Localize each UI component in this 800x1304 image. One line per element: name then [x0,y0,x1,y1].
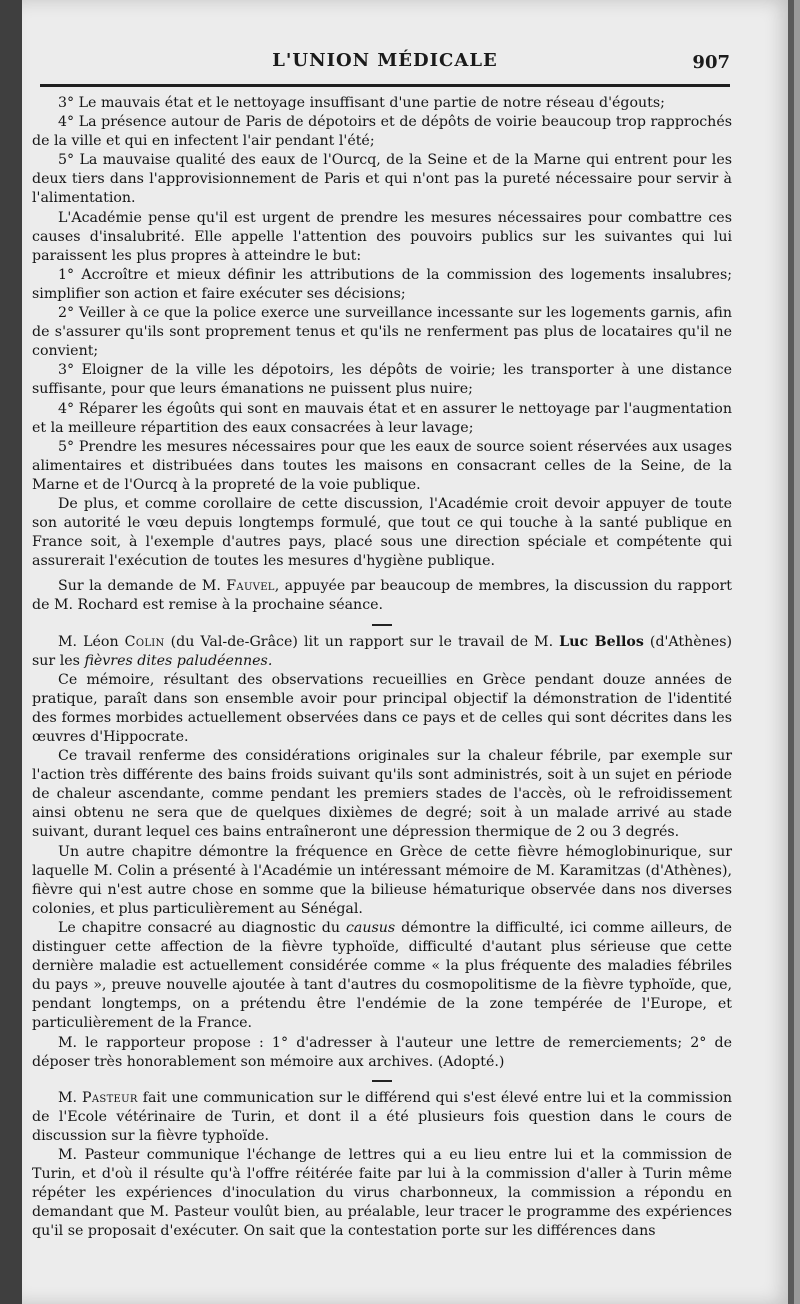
paragraph: Ce travail renferme des considérations originales sur la chaleur fébrile, par exemple sur l'action très différente des bains froids suivant qu'ils sont administrés, soit à un sujet en période de chaleur ascendante, comme pendant les premiers stades de l'accès, où le refroidissement ainsi obtenu ne sera que de quelques dixièmes de degré; soit à un malade arrivé au stade suivant, durant lequel ces bains entraîneront une dépression thermique de 2 ou 3 degrés. [32,748,732,841]
fauvel-paragraph [32,577,732,615]
text-run: Sur la demande de M. [58,578,227,595]
journal-title: L'UNION MÉDICALE [272,50,498,71]
paragraph: 2° Veiller à ce que la police exerce une surveillance incessante sur les logements garnis, afin de s'assurer qu'ils sont proprement tenus et qu'ils ne renferment pas plus de locataires qu'il ne convient; [32,305,732,360]
book-binding-edge [0,0,22,1304]
author-name: Colin [124,633,165,650]
text-run: fait une communication sur le différend qui s'est élevé entre lui et la commission de l'Ecole vétérinaire de Turin, et dont il a été plusieurs fois question dans le cours de discussion sur la fièvre typhoïde. [32,1089,732,1144]
running-header [40,46,730,86]
text-run: démontre la difficulté, ici comme ailleurs, de distinguer cette affection de la fièvre typhoïde, difficulté d'autant plus sérieuse que cette dernière maladie est actuellement considérée comme « la plus fréquente des maladies fébriles du pays », preuve nouvelle ajoutée à tant d'autres du cosmopolitisme de la fièvre typhoïde, que, pendant longtemps, on a prétendu être l'endémie de la zone tempérée de l'Europe, et particulièrement de la France. [32,919,732,1032]
paragraph: L'Académie pense qu'il est urgent de prendre les mesures nécessaires pour combattre ces causes d'insalubrité. Elle appelle l'attention des pouvoirs publics sur les suivantes qui lui paraissent les plus propres à atteindre le but: [32,209,732,264]
paragraph: 4° La présence autour de Paris de dépotoirs et de dépôts de voirie beaucoup trop rapprochés de la ville et qui en infectent l'air pendant l'été; [32,114,732,150]
paragraph: De plus, et comme corollaire de cette discussion, l'Académie croit devoir appuyer de toute son autorité le vœu depuis longtemps formulé, que tout ce qui touche à la santé publique en France soit, à l'exemple d'autres pays, placé sous une direction spéciale et compétente qui assurerait l'exécution de toutes les mesures d'hygiène publique. [32,495,732,570]
paragraph: 5° La mauvaise qualité des eaux de l'Ourcq, de la Seine et de la Marne qui entrent pour les deux tiers dans l'approvisionnement de Paris et qui n'ont pas la pureté nécessaire pour servir à l'alimentation. [32,152,732,207]
page-right-edge [788,0,794,1304]
paragraph: Ce mémoire, résultant des observations recueillies en Grèce pendant douze années de pratique, paraît dans son ensemble avoir pour principal objectif la démonstration de l'identité des formes morbides actuellement observées dans ce pays et de celles qui sont décrites dans les œuvres d'Hippocrate. [32,671,732,745]
author-name: Fauvel [226,578,275,595]
text-run: (du Val-de-Grâce) lit un rapport sur le travail de M. [164,633,560,650]
page-number: 907 [692,52,730,73]
author-name: Pasteur [82,1089,138,1106]
header-rule [40,84,730,87]
text-run: (d'Athènes) sur les [32,633,733,669]
author-name: Luc Bellos [559,633,644,650]
paragraph: 5° Prendre les mesures nécessaires pour que les eaux de source soient réservées aux usages alimentaires et distribuées dans toutes les maisons en consacrant celles de la Seine, de la Marne et de l'Ourcq à la propreté de la voie publique. [32,438,732,493]
paragraph: M. le rapporteur propose : 1° d'adresser à l'auteur une lettre de remerciements; 2° de déposer très honorablement son mémoire aux archives. (Adopté.) [32,1034,732,1070]
text-run: Le chapitre consacré au diagnostic du [58,919,346,936]
paragraph: 1° Accroître et mieux définir les attributions de la commission des logements insalubres; simplifier son action et faire exécuter ses décisions; [32,266,732,302]
text-run: M. [58,1089,83,1106]
paragraph: Un autre chapitre démontre la fréquence en Grèce de cette fièvre hémoglobinurique, sur laquelle M. Colin a présenté à l'Académie un intéressant mémoire de M. Karamitzas (d'Athènes), fièvre qui n'est autre chose en somme que la bilieuse hématurique observée dans nos diverses colonies, et plus particulièrement au Sénégal. [32,843,732,917]
pasteur-paragraph [32,1089,732,1146]
causus-paragraph [32,919,732,1034]
text-run: , appuyée par beaucoup de membres, la discussion du rapport de M. Rochard est remise à la prochaine séance. [32,578,732,614]
section-separator [372,624,392,626]
paragraph: 3° Eloigner de la ville les dépotoirs, les dépôts de voirie; les transporter à une distance suffisante, pour que leurs émanations ne puissent plus nuire; [32,362,732,398]
paragraph: 4° Réparer les égoûts qui sont en mauvais état et en assurer le nettoyage par l'augmentation et la meilleure répartition des eaux consacrées à leur lavage; [32,400,732,436]
paragraph: M. Pasteur communique l'échange de lettres qui a eu lieu entre lui et la commission de Turin, et d'où il résulte qu'à l'offre réitérée faite par lui à la commission d'aller à Turin même répéter les expériences d'inoculation du virus charbonneux, la commission a répondu en demandant que M. Pasteur voulût bien, au préalable, leur tracer le programme des expériences qu'il se proposait d'exécuter. On sait que la contestation porte sur les différences dans [32,1146,732,1240]
italic-term: fièvres dites paludéennes. [84,652,273,669]
section-separator [372,1080,392,1082]
text-run: M. Léon [58,633,125,650]
italic-term: causus [345,919,396,936]
article-body [32,94,732,1241]
colin-intro-paragraph [32,633,732,671]
paragraph: 3° Le mauvais état et le nettoyage insuffisant d'une partie de notre réseau d'égouts; [58,95,665,111]
